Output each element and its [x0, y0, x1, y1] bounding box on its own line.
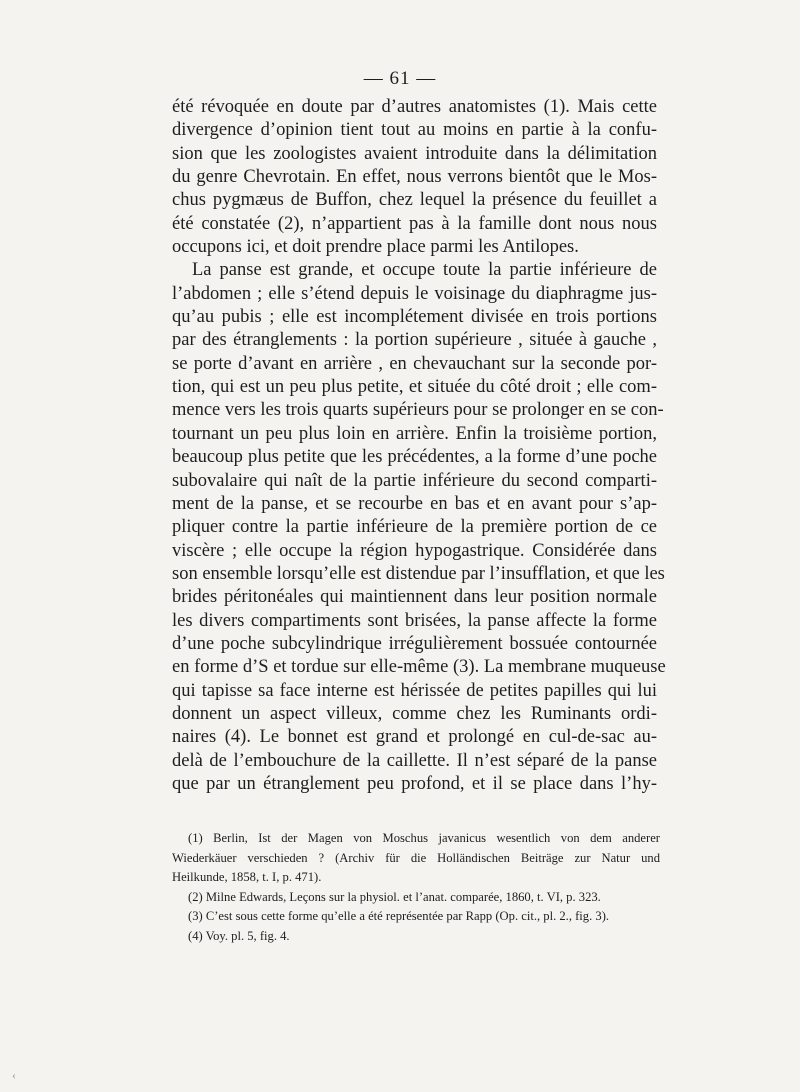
text-line: brides péritonéales qui maintiennent dans leur position normale: [172, 587, 657, 608]
text-line: divergence d’opinion tient tout au moins en partie à la confu-: [172, 120, 657, 141]
footnote-3: (3) C’est sous cette forme qu’elle a été représentée par Rapp (Op. cit., pl. 2., fig. 3).: [188, 909, 610, 923]
text-line: par des étranglements : la portion supérieure , située à gauche ,: [172, 330, 657, 351]
text-line: delà de l’embouchure de la caillette. Il n’est séparé de la panse: [172, 750, 657, 771]
footnotes: [172, 829, 660, 946]
text-line: naires (4). Le bonnet est grand et prolongé en cul-de-sac au-: [172, 727, 657, 748]
text-line: l’abdomen ; elle s’étend depuis le voisinage du diaphragme jus-: [172, 283, 657, 304]
text-line: qui tapisse sa face interne est hérissée de petites papilles qui lui: [172, 680, 657, 701]
text-line: son ensemble lorsqu’elle est distendue par l’insufflation, et que les: [172, 563, 665, 584]
text-line: pliquer contre la partie inférieure de la première portion de ce: [172, 517, 657, 538]
text-line: chus pygmæus de Buffon, chez lequel la présence du feuillet a: [172, 190, 657, 211]
text-line: donnent un aspect villeux, comme chez les Ruminants ordi-: [172, 703, 657, 724]
text-line: été constatée (2), n’appartient pas à la famille dont nous nous: [172, 213, 657, 234]
paragraph-2: [172, 259, 666, 796]
text-line: que par un étranglement peu profond, et il se place dans l’hy-: [172, 773, 657, 794]
text-line: du genre Chevrotain. En effet, nous verrons bientôt que le Mos-: [172, 167, 657, 188]
footnote-2: (2) Milne Edwards, Leçons sur la physiol. et l’anat. comparée, 1860, t. VI, p. 323.: [188, 889, 601, 904]
text-line: La panse est grande, et occupe toute la partie inférieure de: [192, 260, 657, 281]
footnote-4: (4) Voy. pl. 5, fig. 4.: [188, 928, 290, 943]
text-line: mence vers les trois quarts supérieurs pour se prolonger en se con-: [172, 400, 664, 421]
text-line: ment de la panse, et se recourbe en bas et en avant pour s’ap-: [172, 493, 657, 514]
text-line: sion que les zoologistes avaient introduite dans la délimitation: [172, 143, 657, 164]
text-line: viscère ; elle occupe la région hypogastrique. Considérée dans: [172, 540, 657, 561]
footnote-1: (1) Berlin, Ist der Magen von Moschus javanicus wesentlich von dem anderer: [188, 831, 660, 845]
footnote-1-cont: Heilkunde, 1858, t. I, p. 471).: [172, 870, 322, 884]
text-line: été révoquée en doute par d’autres anatomistes (1). Mais cette: [172, 97, 657, 117]
text-line: subovalaire qui naît de la partie inférieure du second comparti-: [172, 470, 657, 491]
text-line: d’une poche subcylindrique irrégulièrement bossuée contournée: [172, 633, 657, 654]
margin-mark: ‹: [12, 1068, 16, 1082]
text-line: tournant un peu plus loin en arrière. Enfin la troisième portion,: [172, 423, 657, 444]
body-text: [172, 96, 666, 796]
text-line: beaucoup plus petite que les précédentes, a la forme d’une poche: [172, 447, 657, 468]
text-line: tion, qui est un peu plus petite, et située du côté droit ; elle com-: [172, 377, 657, 398]
text-line: occupons ici, et doit prendre place parmi les Antilopes.: [172, 237, 579, 258]
footnote-1-cont: Wiederkäuer verschieden ? (Archiv für die Holländischen Beiträge zur Natur und: [172, 850, 660, 865]
page-number: — 61 —: [363, 68, 437, 89]
text-line: qu’au pubis ; elle est incomplétement divisée en trois portions: [172, 307, 657, 328]
text-line: en forme d’S et tordue sur elle-même (3). La membrane muqueuse: [172, 657, 666, 678]
text-line: les divers compartiments sont brisées, la panse affecte la forme: [172, 610, 657, 631]
text-line: se porte d’avant en arrière , en chevauchant sur la seconde por-: [172, 353, 657, 374]
paragraph-1: [172, 96, 657, 259]
